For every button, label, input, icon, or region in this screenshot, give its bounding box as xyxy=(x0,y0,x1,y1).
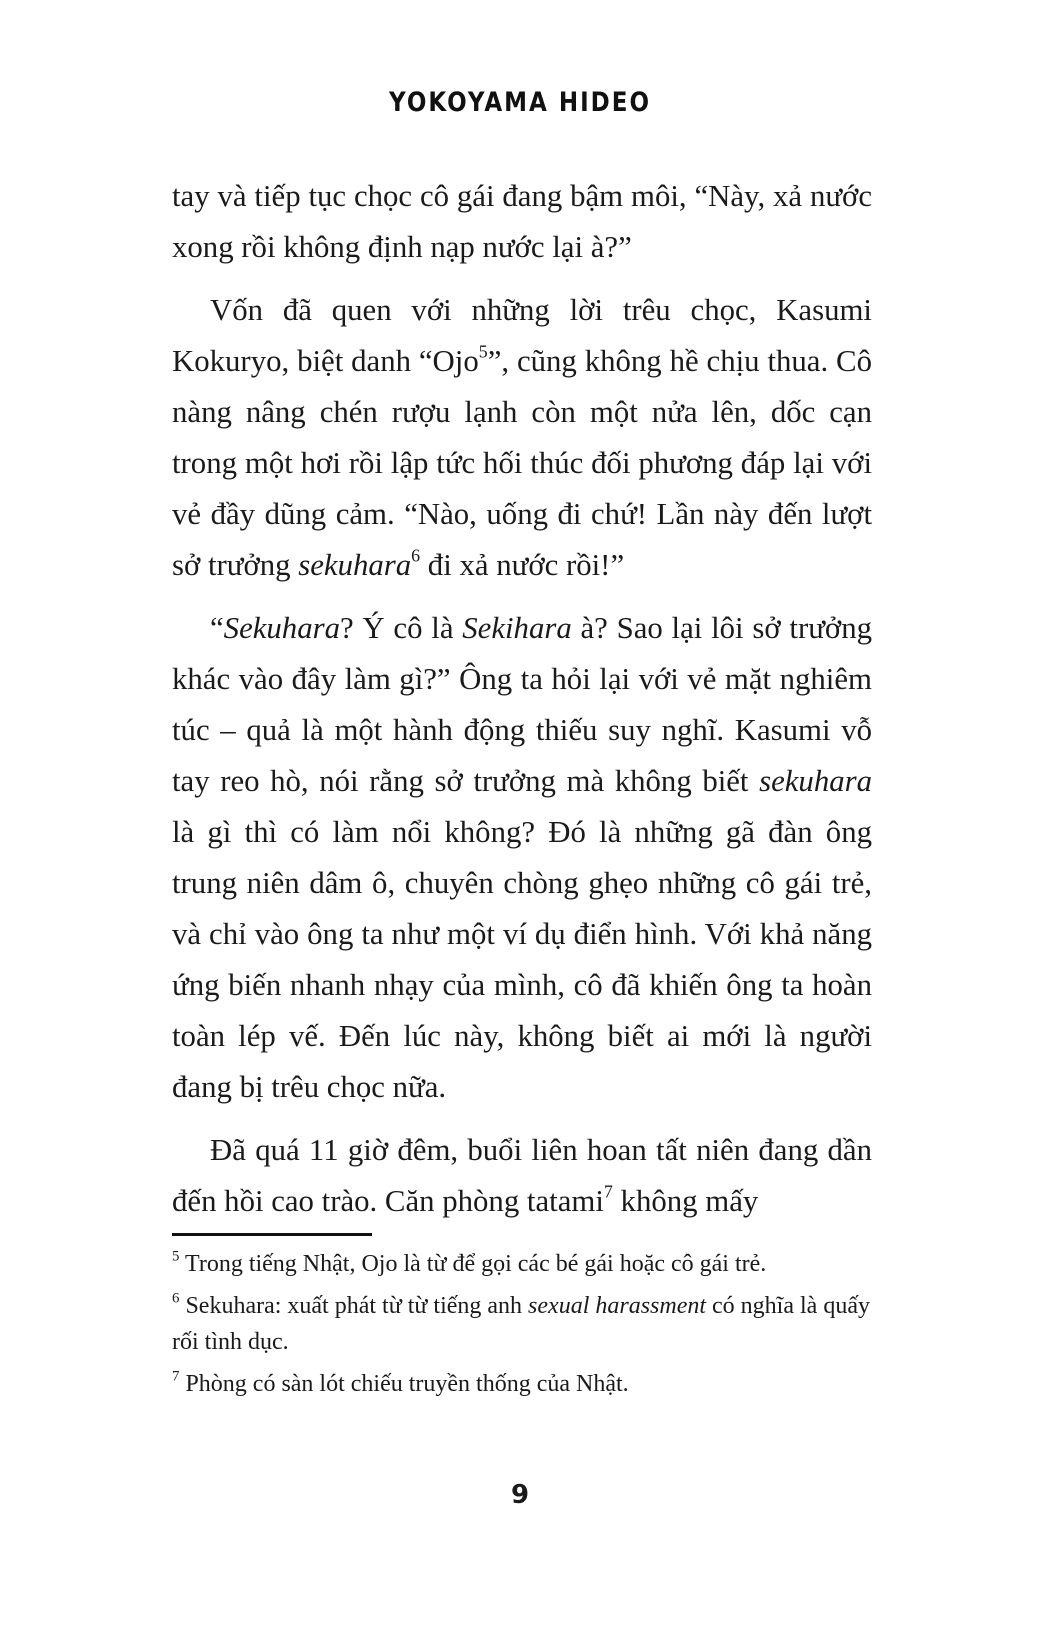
footnote-divider xyxy=(172,1233,372,1236)
footnote-5: $^5$ Trong tiếng Nhật, Ojo là từ để gọi các bé gái hoặc cô gái trẻ. xyxy=(172,1248,767,1277)
footnote-ref-5[interactable]: 5 xyxy=(478,341,488,362)
footnote-7: $^7$ Phòng có sàn lót chiếu truyền thống của Nhật. xyxy=(172,1368,629,1397)
paragraph-3: “Sekuhara? Ý cô là Sekihara à? Sao lại lôi sở trưởng khác vào đây làm gì?” Ông ta hỏi lại với vẻ mặt nghiêm túc – quả là một hành động thiếu suy nghĩ. Kasumi vỗ tay reo hò, nói rằng sở trưởng mà không biết sekuhara là gì thì có làm nổi không? Đó là những gã đàn ông trung niên dâm ô, chuyên chòng ghẹo những cô gái trẻ, và chỉ vào ông ta như một ví dụ điển hình. Với khả năng ứng biến nhanh nhạy của mình, cô đã khiến ông ta hoàn toàn lép vế. Đến lúc này, không biết ai mới là người đang bị trêu chọc nữa. xyxy=(172,611,872,1104)
running-head: YOKOYAMA HIDEO xyxy=(388,88,652,118)
paragraph-1: tay và tiếp tục chọc cô gái đang bậm môi, “Này, xả nước xong rồi không định nạp nước lại à?” xyxy=(172,179,872,264)
body-text xyxy=(172,171,872,1239)
paragraph-2: Vốn đã quen với những lời trêu chọc, Kasumi Kokuryo, biệt danh “Ojo$^5$”, cũng không hề chịu thua. Cô nàng nâng chén rượu lạnh còn một nửa lên, dốc cạn trong một hơi rồi lập tức hối thúc đối phương đáp lại với vẻ đầy dũng cảm. “Nào, uống đi chứ! Lần này đến lượt sở trưởng sekuhara$^6$ đi xả nước rồi!” xyxy=(172,293,872,582)
paragraph-4: Đã quá 11 giờ đêm, buổi liên hoan tất niên đang dần đến hồi cao trào. Căn phòng tatami$^7$ không mấy xyxy=(172,1133,872,1218)
page-number: 9 xyxy=(510,1480,530,1510)
footnote-ref-6[interactable]: 6 xyxy=(411,545,421,566)
footnotes xyxy=(172,1246,872,1408)
footnote-ref-7[interactable]: 7 xyxy=(603,1181,613,1202)
footnote-6: $^6$ Sekuhara: xuất phát từ từ tiếng anh sexual harassment có nghĩa là quấy rối tình dục. xyxy=(172,1290,870,1355)
